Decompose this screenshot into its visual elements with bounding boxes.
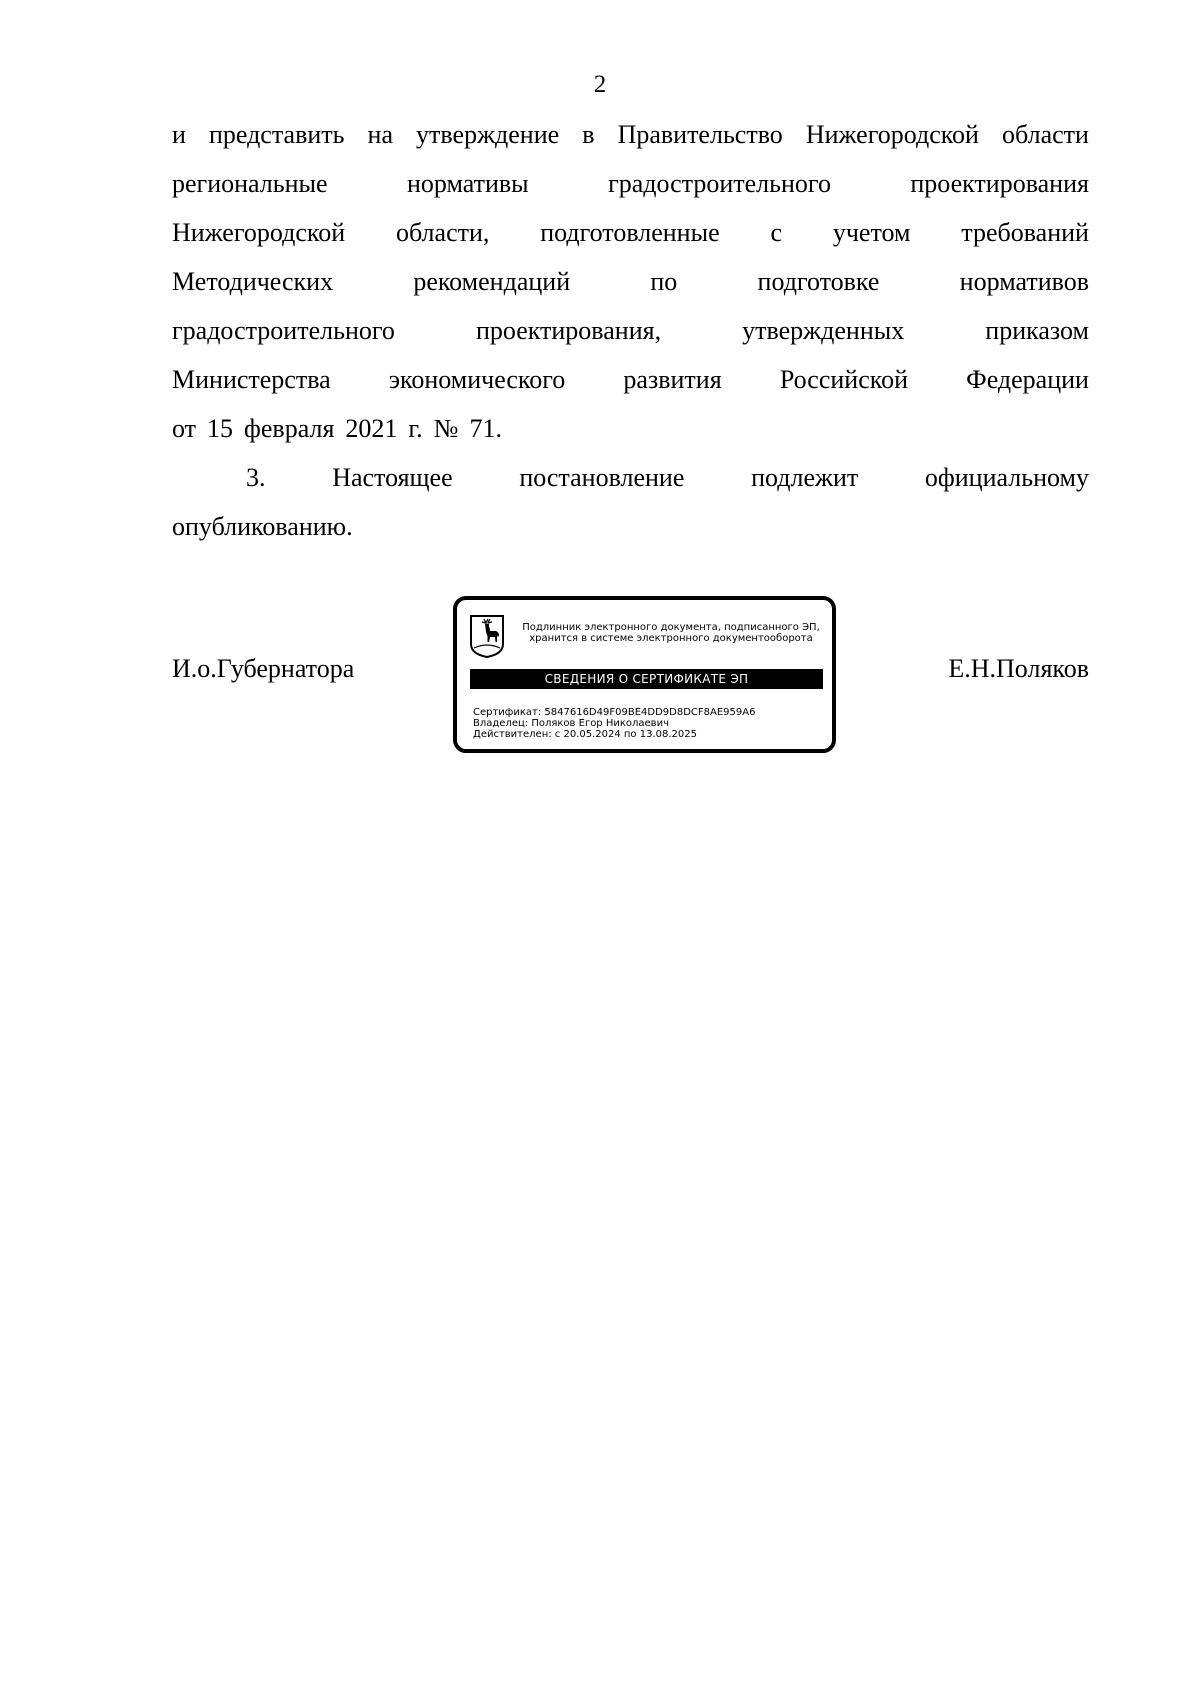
word: рекомендаций [413, 267, 571, 296]
word: развития [623, 365, 722, 394]
word: подготовке [757, 267, 880, 296]
word: и [172, 120, 186, 149]
word: Настоящее [332, 463, 453, 492]
word: постановление [519, 463, 685, 492]
word: опубликованию. [172, 512, 353, 541]
word: по [650, 267, 678, 296]
e-signature-stamp [453, 596, 836, 753]
word: Методических [172, 267, 334, 296]
word: г. [408, 414, 423, 443]
word: градостроительного [172, 316, 395, 345]
word: нормативов [959, 267, 1089, 296]
signatory-name: Е.Н.Поляков [948, 654, 1089, 683]
text-line [172, 355, 1089, 404]
word: проектирования [910, 169, 1089, 198]
certificate-validity: Действителен: с 20.05.2024 по 13.08.2025 [473, 729, 697, 740]
text-line [172, 502, 1089, 551]
stamp-header [511, 622, 831, 644]
certificate-owner: Владелец: Поляков Егор Николаевич [473, 718, 669, 729]
word: от [172, 414, 197, 443]
text-line [172, 453, 1089, 502]
word: области [1002, 120, 1089, 149]
word: на [367, 120, 393, 149]
page-number: 2 [593, 71, 607, 98]
word: Правительство [617, 120, 783, 149]
text-line [172, 306, 1089, 355]
document-body [172, 110, 1089, 551]
word: утвержденных [742, 316, 905, 345]
stamp-header-line: хранится в системе электронного документооборота [529, 633, 813, 644]
text-line [172, 404, 1089, 453]
word: представить [208, 120, 345, 149]
word: Российской [779, 365, 908, 394]
word: Нижегородской [172, 218, 346, 247]
word: в [582, 120, 595, 149]
stamp-header-line: Подлинник электронного документа, подписанного ЭП, [522, 622, 820, 633]
signatory-role: И.о.Губернатора [172, 654, 355, 683]
word: Министерства [172, 365, 331, 394]
word: экономического [388, 365, 566, 394]
word: утверждение [416, 120, 560, 149]
word: приказом [985, 316, 1089, 345]
word: требований [961, 218, 1089, 247]
word: 3. [246, 463, 266, 492]
deer-emblem-icon [469, 614, 505, 658]
word: Федерации [966, 365, 1089, 394]
word: официальному [924, 463, 1089, 492]
word: подготовленные [540, 218, 720, 247]
certificate-number: Сертификат: 5847616D49F09BE4DD9D8DCF8AE959A6 [473, 707, 756, 718]
word: февраля [244, 414, 335, 443]
text-line [172, 110, 1089, 159]
word: подлежит [751, 463, 859, 492]
stamp-details [473, 707, 755, 740]
word: градостроительного [608, 169, 831, 198]
text-line [172, 159, 1089, 208]
word: № [433, 414, 459, 443]
word: 71. [469, 414, 502, 443]
word: 2021 [345, 414, 398, 443]
word: нормативы [406, 169, 529, 198]
word: проектирования, [475, 316, 662, 345]
word: Нижегородской [805, 120, 979, 149]
word: 15 [207, 414, 234, 443]
word: области, [395, 218, 490, 247]
text-line [172, 208, 1089, 257]
word: региональные [172, 169, 328, 198]
stamp-certificate-heading: СВЕДЕНИЯ О СЕРТИФИКАТЕ ЭП [470, 669, 823, 689]
text-line [172, 257, 1089, 306]
word: учетом [832, 218, 911, 247]
word: с [770, 218, 782, 247]
